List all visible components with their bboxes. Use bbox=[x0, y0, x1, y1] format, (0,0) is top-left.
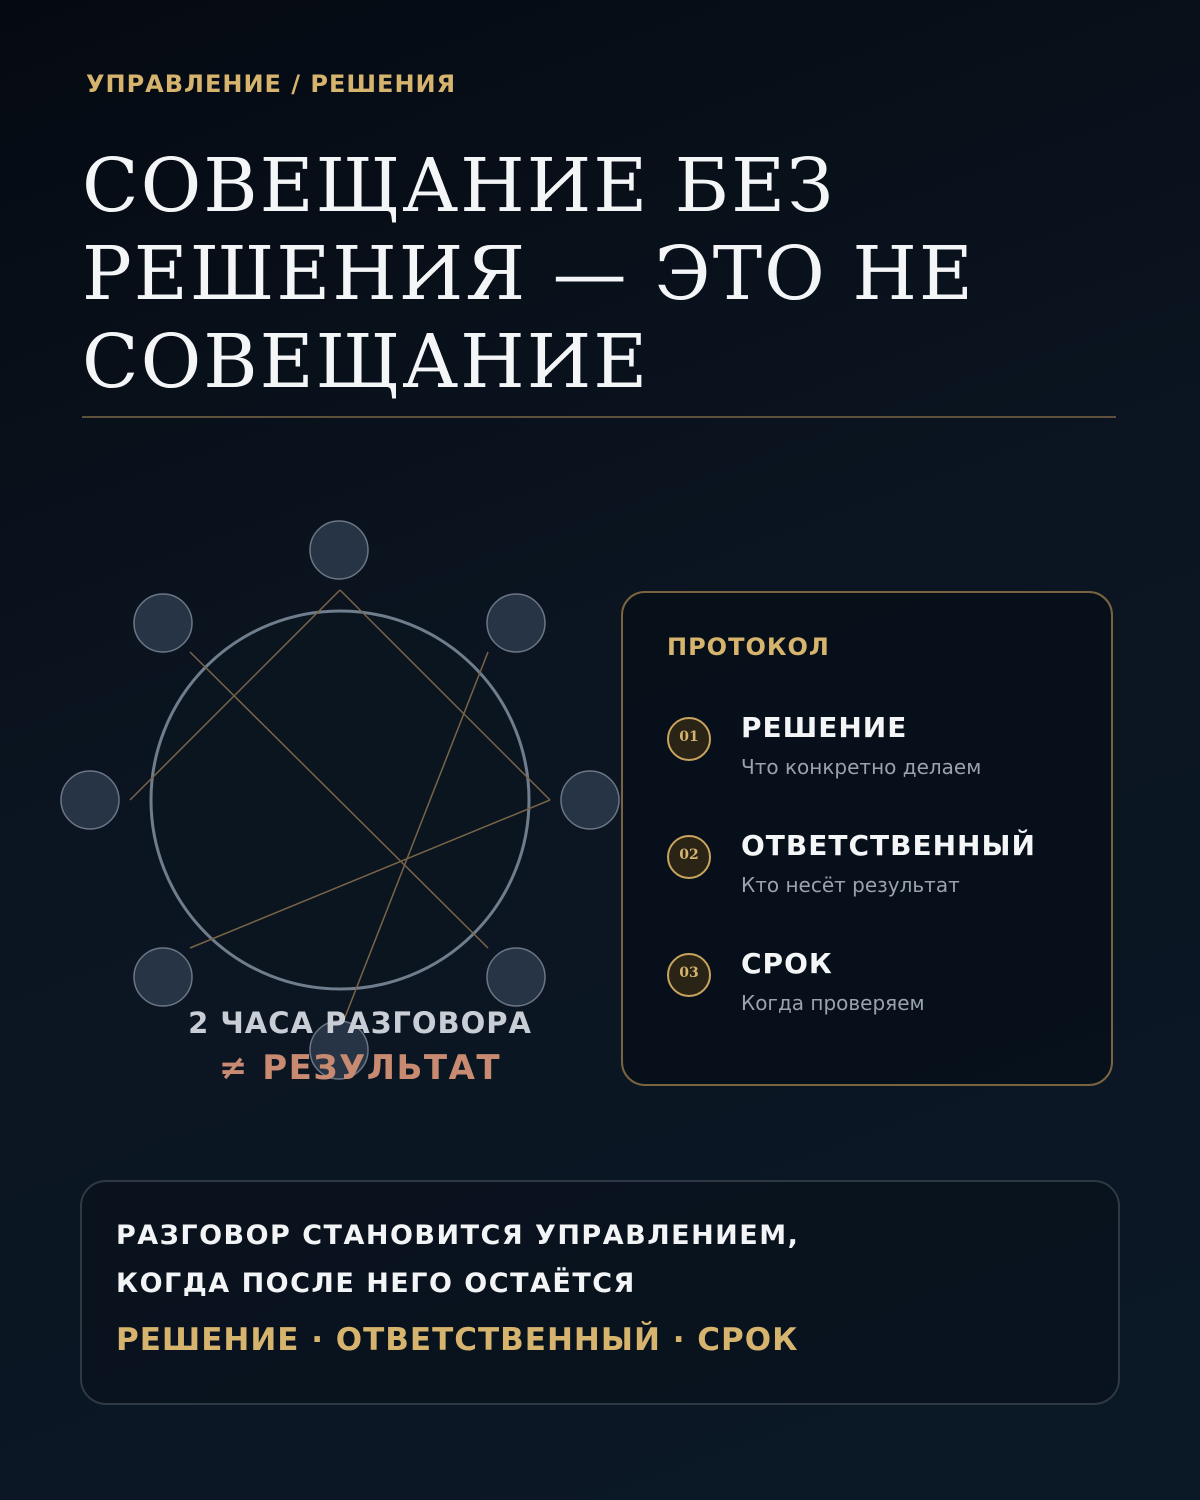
protocol-step-decision bbox=[667, 711, 1087, 791]
step-description: Кто несёт результат bbox=[741, 873, 960, 897]
participant-seat bbox=[310, 521, 368, 579]
section-kicker: УПРАВЛЕНИЕ / РЕШЕНИЯ bbox=[86, 70, 457, 98]
summary-line-1: РАЗГОВОР СТАНОВИТСЯ УПРАВЛЕНИЕМ, bbox=[116, 1220, 800, 1251]
step-number-badge: 02 bbox=[667, 835, 711, 879]
participant-seat bbox=[487, 948, 545, 1006]
diagram-caption-hours: 2 ЧАСА РАЗГОВОРА bbox=[188, 1006, 532, 1040]
summary-line-2: КОГДА ПОСЛЕ НЕГО ОСТАЁТСЯ bbox=[116, 1268, 636, 1299]
participant-seat bbox=[134, 594, 192, 652]
page-title bbox=[82, 142, 1122, 406]
participant-seat bbox=[134, 948, 192, 1006]
step-name: ОТВЕТСТВЕННЫЙ bbox=[741, 829, 1036, 862]
step-description: Когда проверяем bbox=[741, 991, 925, 1015]
protocol-step-deadline bbox=[667, 947, 1087, 1027]
step-name: РЕШЕНИЕ bbox=[741, 711, 908, 744]
page-title-line-3: СОВЕЩАНИЕ bbox=[82, 319, 650, 405]
page-title-line-2: РЕШЕНИЯ — ЭТО НЕ bbox=[82, 231, 975, 317]
step-number-badge: 01 bbox=[667, 717, 711, 761]
diagram-caption-result: ≠ РЕЗУЛЬТАТ bbox=[218, 1048, 502, 1088]
protocol-card bbox=[621, 591, 1113, 1086]
step-number-badge: 03 bbox=[667, 953, 711, 997]
participant-seat bbox=[61, 771, 119, 829]
participant-seat bbox=[487, 594, 545, 652]
page-title-line-1: СОВЕЩАНИЕ БЕЗ bbox=[82, 143, 836, 229]
protocol-step-owner bbox=[667, 829, 1087, 909]
step-description: Что конкретно делаем bbox=[741, 755, 982, 779]
summary-card bbox=[80, 1180, 1120, 1405]
protocol-title: ПРОТОКОЛ bbox=[667, 633, 830, 661]
summary-accent: РЕШЕНИЕ · ОТВЕТСТВЕННЫЙ · СРОК bbox=[116, 1322, 799, 1358]
participant-seat bbox=[561, 771, 619, 829]
step-name: СРОК bbox=[741, 947, 833, 980]
title-divider bbox=[82, 416, 1116, 418]
